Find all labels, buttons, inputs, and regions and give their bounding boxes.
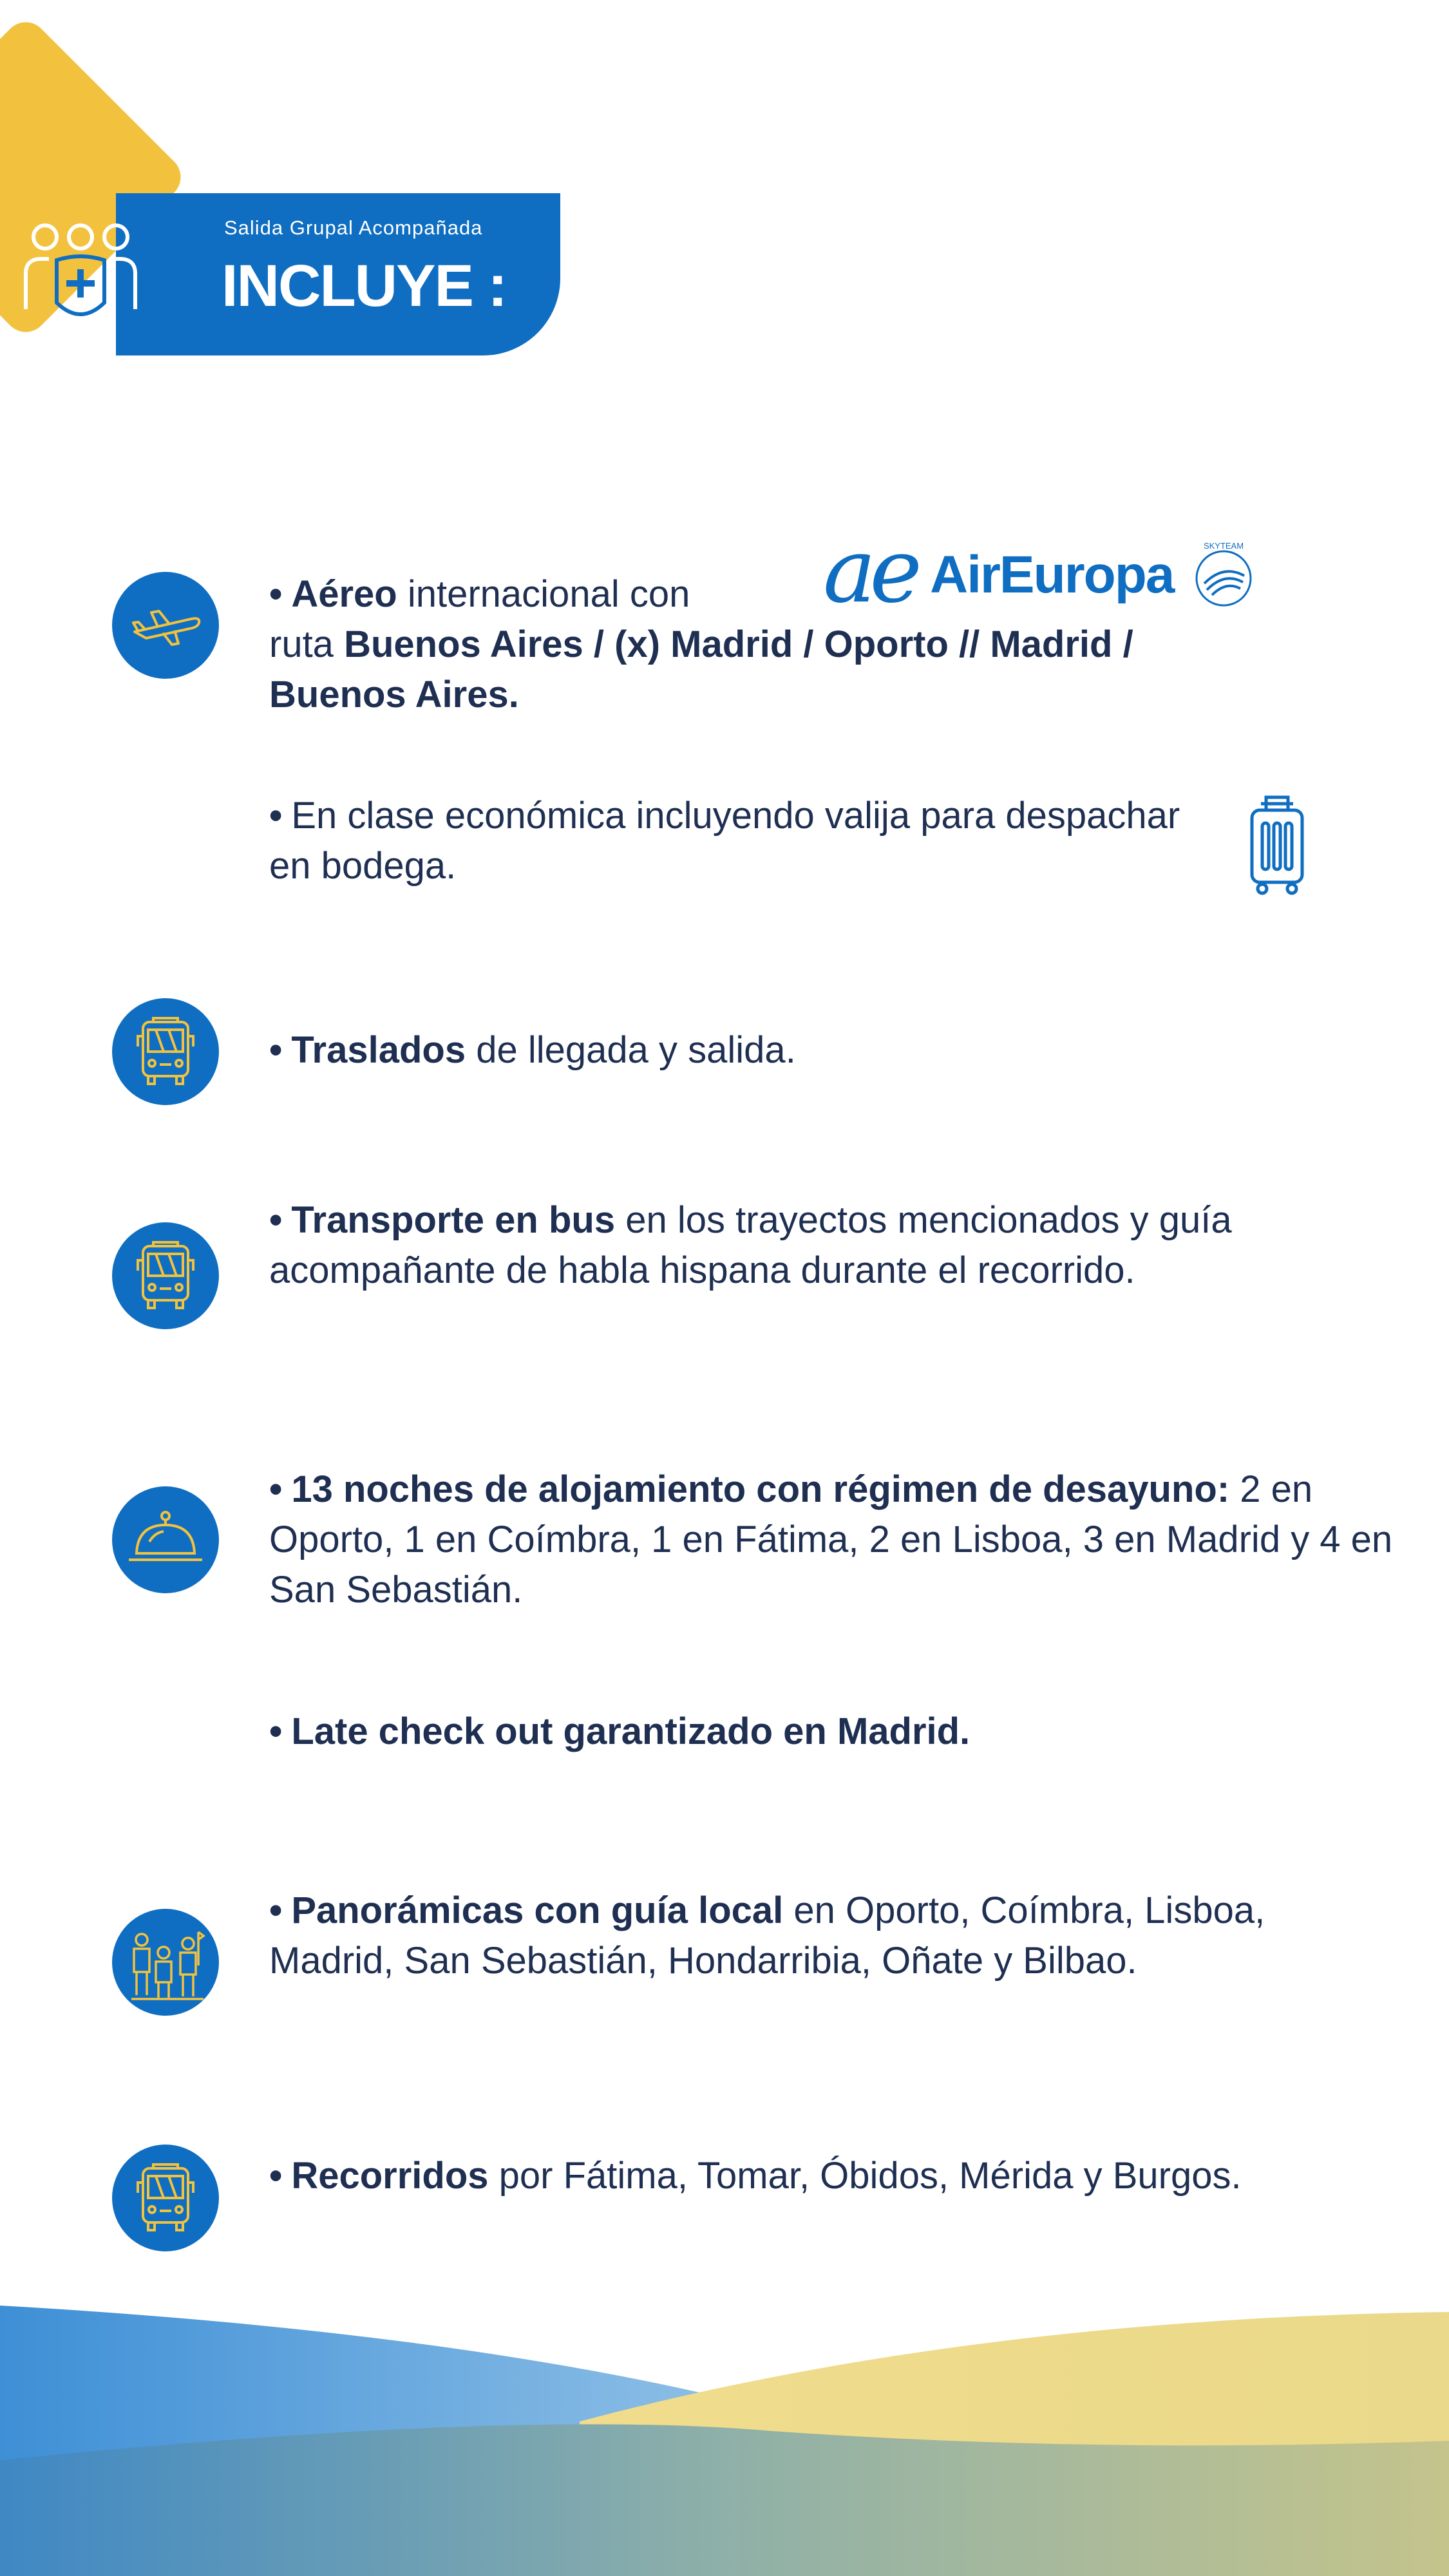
item-1-text-line2 xyxy=(269,620,1235,720)
decorative-waves xyxy=(0,2293,1449,2576)
item-5-bold: 13 noches de alojamiento con régimen de desayuno: xyxy=(291,1468,1230,1510)
bullet: • xyxy=(269,1468,283,1510)
item-8-icon-circle xyxy=(112,2145,219,2251)
item-5-icon-circle xyxy=(112,1486,219,1593)
bullet: • xyxy=(269,1889,283,1931)
skyteam-logo-icon xyxy=(1185,538,1262,616)
item-3-desc: de llegada y salida. xyxy=(466,1029,796,1071)
suitcase-icon xyxy=(1247,793,1307,896)
item-4-icon-circle xyxy=(112,1222,219,1329)
item-7-desc: en Oporto, Coímbra, Lisboa, Madrid, San Sebastián, Hondarribia, Oñate y Bilbao. xyxy=(269,1889,1265,1982)
item-7-icon-circle xyxy=(112,1909,219,2016)
item-5-desc: 2 en Oporto, 1 en Coímbra, 1 en Fátima, 2 en Lisboa, 3 en Madrid y 4 en San Sebastián. xyxy=(269,1468,1393,1611)
item-2-desc: En clase económica incluyendo valija para despachar en bodega. xyxy=(269,795,1180,887)
header-title: INCLUYE : xyxy=(222,253,506,319)
bus-icon xyxy=(130,1237,201,1314)
item-3-icon-circle xyxy=(112,998,219,1105)
bus-icon xyxy=(130,2159,201,2237)
airplane-icon xyxy=(127,587,204,664)
tour-guide-icon xyxy=(124,1920,207,2004)
item-4-bold: Transporte en bus xyxy=(291,1199,616,1241)
item-5-text xyxy=(269,1464,1403,1615)
item-6-text xyxy=(269,1707,1377,1757)
item-1-route: Buenos Aires / (x) Madrid / Oporto // Madrid / Buenos Aires. xyxy=(269,623,1133,715)
item-1-text xyxy=(269,569,1029,620)
airline-logo-text: AirEuropa xyxy=(930,545,1174,604)
item-8-desc: por Fátima, Tomar, Óbidos, Mérida y Burgos. xyxy=(488,2155,1242,2197)
bullet: • xyxy=(269,1710,283,1752)
item-4-desc: en los trayectos mencionados y guía acompañante de habla hispana durante el recorrido. xyxy=(269,1199,1232,1291)
group-medical-icon xyxy=(19,213,142,328)
bullet: • xyxy=(269,1199,283,1241)
item-2-text xyxy=(269,791,1209,891)
bullet: • xyxy=(269,2155,283,2197)
item-7-text xyxy=(269,1886,1364,1986)
bullet: • xyxy=(269,573,283,615)
bullet: • xyxy=(269,1029,283,1071)
item-6-bold: Late check out garantizado en Madrid. xyxy=(291,1710,971,1752)
item-3-bold: Traslados xyxy=(291,1029,466,1071)
item-1-text-a: internacional con xyxy=(397,573,690,615)
item-4-text xyxy=(269,1195,1338,1296)
bullet: • xyxy=(269,795,283,837)
item-1-bold: Aéreo xyxy=(291,573,397,615)
skyteam-label: SKYTEAM xyxy=(1203,541,1244,551)
item-1-icon-circle xyxy=(112,572,219,679)
item-3-text xyxy=(269,1025,1377,1075)
header-subtitle: Salida Grupal Acompañada xyxy=(224,216,483,239)
item-1-text-b: ruta xyxy=(269,623,345,665)
item-8-text xyxy=(269,2151,1274,2201)
hotel-bell-icon xyxy=(124,1504,207,1575)
airline-logo-symbol: ae xyxy=(823,519,916,623)
item-7-bold: Panorámicas con guía local xyxy=(291,1889,784,1931)
bus-icon xyxy=(130,1013,201,1090)
item-8-bold: Recorridos xyxy=(291,2155,489,2197)
